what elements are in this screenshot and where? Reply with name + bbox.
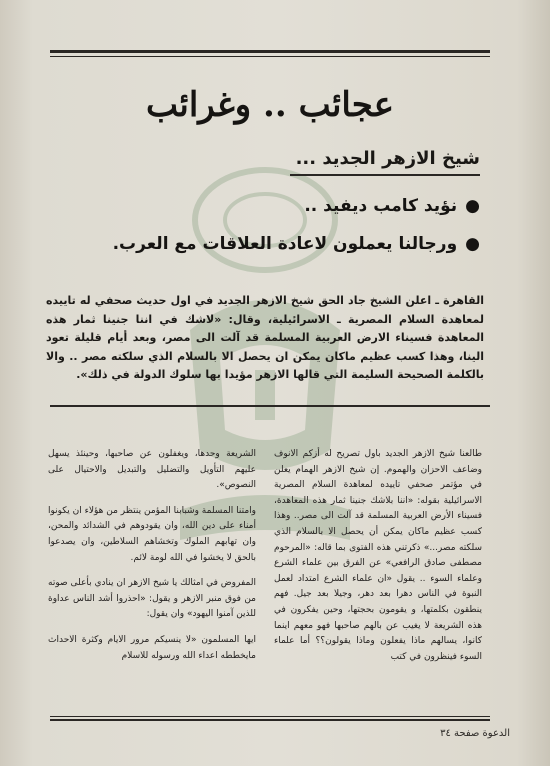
subheading: شيخ الازهر الجديد ... <box>295 148 480 169</box>
body-paragraph: المفروض في امثالك يا شيخ الازهر ان ينادي بأعلى صوته من فوق منبر الازهر و يقول: «احذروا أشد الناس عداوة للذين آمنوا اليهود» وان يقول: <box>48 578 256 620</box>
page-footer: الدعوة صفحة ٣٤ <box>440 728 510 739</box>
body-paragraph: الشريعة وحدها، ويغفلون عن صاحبها، وحينئذ يسهل عليهم التأويل والتضليل والتبديل والاحتيال على النصوص». <box>48 449 256 491</box>
bullet-dot-icon: ● <box>465 234 480 254</box>
bottom-rule-thin <box>50 716 490 717</box>
bullet-dot-icon: ● <box>465 196 480 216</box>
bullet-item <box>80 230 480 258</box>
lead-paragraph: القاهرة ـ اعلن الشيخ جاد الحق شيخ الازهر الجديد في اول حديث صحفي له تاييده لمعاهدة السلام المصرية ـ الاسرائيلية، وقال: «لاشك في اننا جنينا ثمار هذه المعاهدة فسيناء الارض العربية المسلمة قد آلت الى مصر، وبعد أيام قليلة تعود الينا، وهذا كسب عظيم ماكان يمكن ان يحصل الا بالسلام الذي سلكته مصر .. والا بالكلمة الصحيحة السليمة التي قالها الازهر مؤيدا بها سلوك الدولة في ذلك». <box>46 294 484 381</box>
columns-rule <box>50 405 490 407</box>
body-column-left <box>48 447 256 747</box>
bullet-text: ورجالنا يعملون لاعادة العلاقات مع العرب. <box>112 234 458 254</box>
top-rule-thick <box>50 50 490 53</box>
subhead-rule <box>290 174 480 176</box>
body-paragraph: وامتنا المسلمة وشبابنا المؤمن ينتظر من هؤلاء ان يكونوا أمناء على دين الله، وان يقودوهم في الشدائد والمحن، وان تهابهم الملوك وتخشاهم السلاطين، وان يصدعوا بالحق لا يخشوا في الله لومة لائم. <box>48 505 256 563</box>
page-title: عجائب .. وغرائب <box>145 85 395 125</box>
body-paragraph: ايها المسلمون «لا ينسيكم مرور الايام وكثرة الاحداث مايخططه اعداء الله ورسوله للاسلام <box>48 634 256 661</box>
top-rule-thin <box>50 56 490 57</box>
body-paragraph: طالعنا شيخ الازهر الجديد باول تصريح له أزكم الانوف وضاعف الاحزان والهموم. إن شيخ الازهر الهمام يعلن في مؤتمر صحفي تاييده لمعاهدة السلام المصرية الاسرائيلية بقوله: «اننا بلاشك جنينا ثمار هذه المعاهدة، فسيناء الأرض العربية المسلمة قد آلت الى مصر.. وهذا كسب عظيم ماكان يمكن أن يحصل الا بالسلام الذي سلكته مصر...» ذكرتني هذه الفتوى بما قاله: «المرحوم مصطفى صادق الرافعي» عن الفرق بين علماء الشرع وعلماء السوء .. يقول «ان علماء الشرع امتداد لعمل النبوة في الناس دهرا بعد دهر، وجيلا بعد جيل. فهم ينطقون بكلمتها، و يقومون بحجتها، وحين يفكرون في هذه الشريعة لا يغيب عن بالهم صاحبها فهو معهم اينما كانوا، يسالهم ماذا يفعلون وماذا يقولون؟؟ أما علماء السوء فينظرون في كتب <box>274 449 482 662</box>
bullet-item <box>80 192 480 220</box>
bottom-rule-thick <box>50 719 490 721</box>
body-column-right <box>274 447 482 747</box>
bullet-text: نؤيد كامب ديفيد .. <box>304 196 458 216</box>
